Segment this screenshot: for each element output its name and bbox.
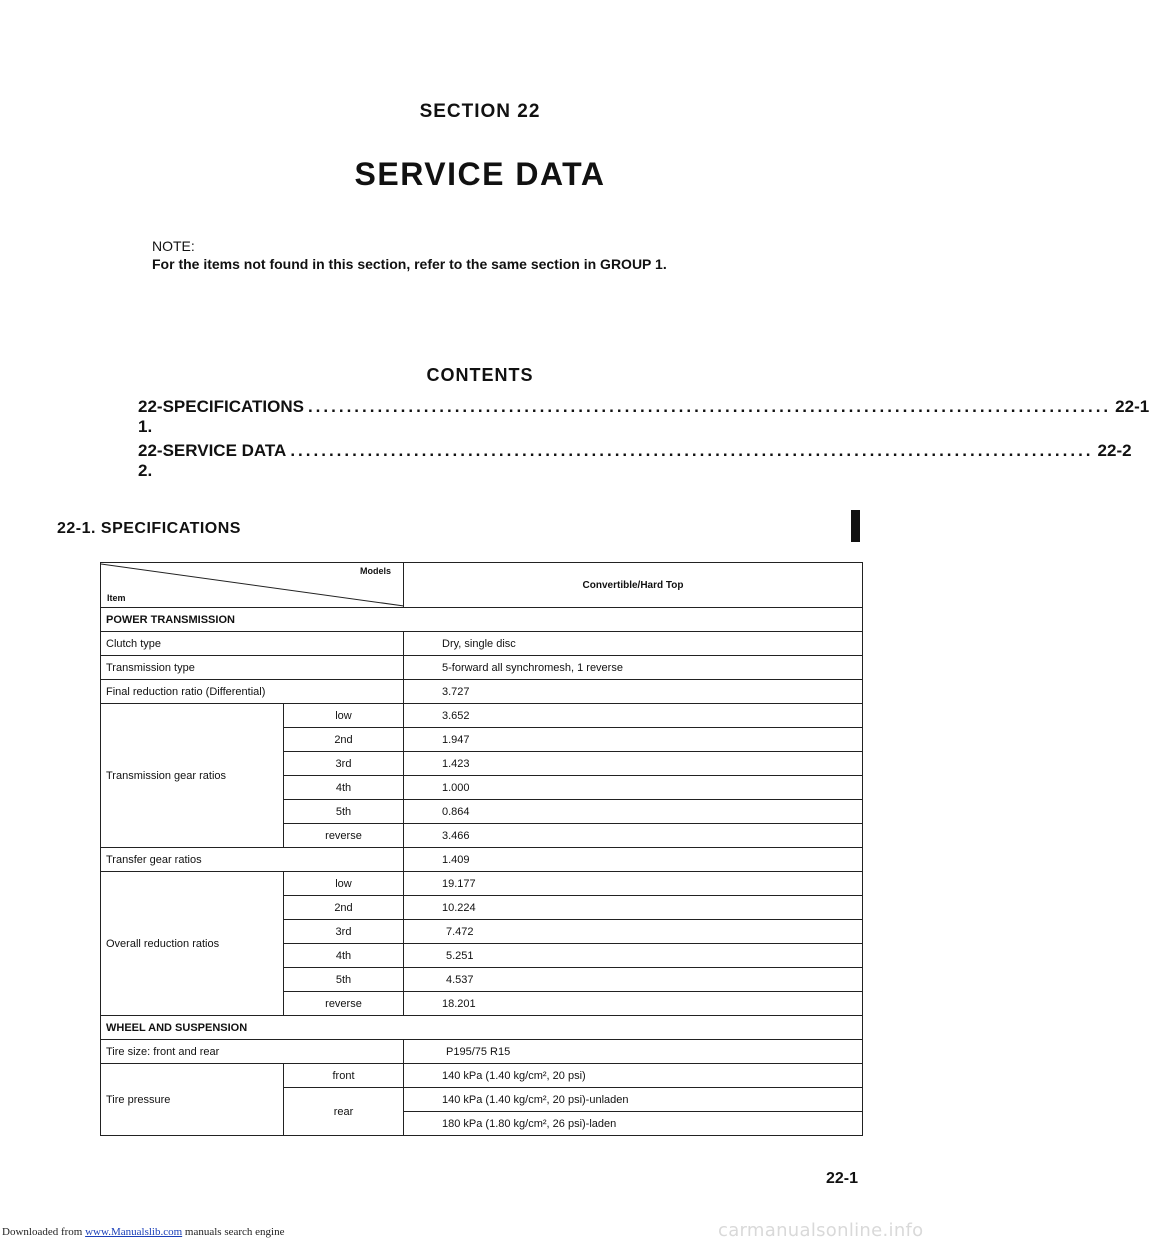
row-label: Transmission type xyxy=(101,656,404,680)
row-label: Final reduction ratio (Differential) xyxy=(101,680,404,704)
specifications-heading: 22-1. SPECIFICATIONS xyxy=(57,520,241,537)
row-value: 18.201 xyxy=(404,992,863,1016)
table-row xyxy=(101,1064,863,1088)
diagonal-divider xyxy=(101,563,404,607)
tire-position-label: front xyxy=(284,1064,404,1088)
gear-label: 2nd xyxy=(284,896,404,920)
row-value: 1.409 xyxy=(404,848,863,872)
gear-label: 5th xyxy=(284,968,404,992)
table-row xyxy=(101,632,863,656)
row-value: 1.947 xyxy=(404,728,863,752)
header-item-label: Item xyxy=(107,593,126,603)
section-number: SECTION 22 xyxy=(419,101,541,122)
specifications-table xyxy=(100,562,863,1136)
gear-label: 5th xyxy=(284,800,404,824)
row-value: 140 kPa (1.40 kg/cm², 20 psi) xyxy=(404,1064,863,1088)
group-header-wheel-suspension: WHEEL AND SUSPENSION xyxy=(101,1016,863,1040)
row-label: Tire pressure xyxy=(101,1064,284,1136)
note-label: NOTE: xyxy=(152,238,195,254)
table-row xyxy=(101,1016,863,1040)
row-label: Overall reduction ratios xyxy=(101,872,284,1016)
row-value: Dry, single disc xyxy=(404,632,863,656)
row-value: 10.224 xyxy=(404,896,863,920)
gear-label: reverse xyxy=(284,992,404,1016)
toc-entry-number: 22-2. xyxy=(138,441,163,480)
group-header-power-transmission: POWER TRANSMISSION xyxy=(101,608,863,632)
table-header-row xyxy=(101,563,863,608)
table-row xyxy=(101,680,863,704)
row-value: 0.864 xyxy=(404,800,863,824)
banner-suffix: manuals search engine xyxy=(182,1226,285,1238)
header-model-column: Convertible/Hard Top xyxy=(404,563,863,608)
row-value: 180 kPa (1.80 kg/cm², 26 psi)-laden xyxy=(404,1112,863,1136)
row-value: 5.251 xyxy=(404,944,863,968)
row-value: P195/75 R15 xyxy=(404,1040,863,1064)
gear-label: low xyxy=(284,872,404,896)
row-value: 1.000 xyxy=(404,776,863,800)
row-value: 3.727 xyxy=(404,680,863,704)
table-row xyxy=(101,608,863,632)
row-label: Transfer gear ratios xyxy=(101,848,404,872)
table-row xyxy=(101,656,863,680)
gear-label: 3rd xyxy=(284,920,404,944)
download-banner xyxy=(2,1226,284,1238)
toc-entry-page: 22-1 xyxy=(1115,397,1149,416)
row-value: 19.177 xyxy=(404,872,863,896)
table-row xyxy=(101,848,863,872)
page-title: SERVICE DATA xyxy=(354,156,606,192)
tire-position-label: rear xyxy=(284,1088,404,1136)
table-row xyxy=(101,704,863,728)
toc-leader-dots: ........................................................................................................ xyxy=(307,397,1112,416)
row-value: 3.652 xyxy=(404,704,863,728)
gear-label: 2nd xyxy=(284,728,404,752)
toc-entry-specifications[interactable] xyxy=(138,397,1149,436)
toc-entry-service-data[interactable] xyxy=(138,441,1132,480)
toc-entry-title: SPECIFICATIONS xyxy=(162,397,304,416)
row-label: Clutch type xyxy=(101,632,404,656)
toc-entry-title: SERVICE DATA xyxy=(162,441,287,460)
note-text: For the items not found in this section, refer to the same section in GROUP 1. xyxy=(152,256,667,272)
toc-entry-page: 22-2 xyxy=(1097,441,1132,460)
row-value: 140 kPa (1.40 kg/cm², 20 psi)-unladen xyxy=(404,1088,863,1112)
banner-prefix: Downloaded from xyxy=(2,1226,86,1238)
page-number: 22-1 xyxy=(826,1170,859,1187)
row-value: 4.537 xyxy=(404,968,863,992)
manualslib-link[interactable]: www.Manualslib.com xyxy=(85,1226,183,1238)
watermark-text: carmanualsonline.info xyxy=(718,1220,924,1241)
header-models-label: Models xyxy=(359,566,391,576)
toc-entry-number: 22-1. xyxy=(138,397,163,436)
gear-label: 4th xyxy=(284,944,404,968)
row-value: 5-forward all synchromesh, 1 reverse xyxy=(404,656,863,680)
gear-label: reverse xyxy=(284,824,404,848)
table-row xyxy=(101,872,863,896)
gear-label: 4th xyxy=(284,776,404,800)
row-value: 7.472 xyxy=(404,920,863,944)
row-value: 1.423 xyxy=(404,752,863,776)
row-label: Transmission gear ratios xyxy=(101,704,284,848)
header-diagonal-cell xyxy=(101,563,404,608)
toc-leader-dots: ........................................................................................................ xyxy=(290,441,1094,460)
contents-title: CONTENTS xyxy=(426,365,534,385)
gear-label: 3rd xyxy=(284,752,404,776)
table-row xyxy=(101,1040,863,1064)
gear-label: low xyxy=(284,704,404,728)
row-value: 3.466 xyxy=(404,824,863,848)
row-label: Tire size: front and rear xyxy=(101,1040,404,1064)
section-edge-marker xyxy=(851,510,860,542)
